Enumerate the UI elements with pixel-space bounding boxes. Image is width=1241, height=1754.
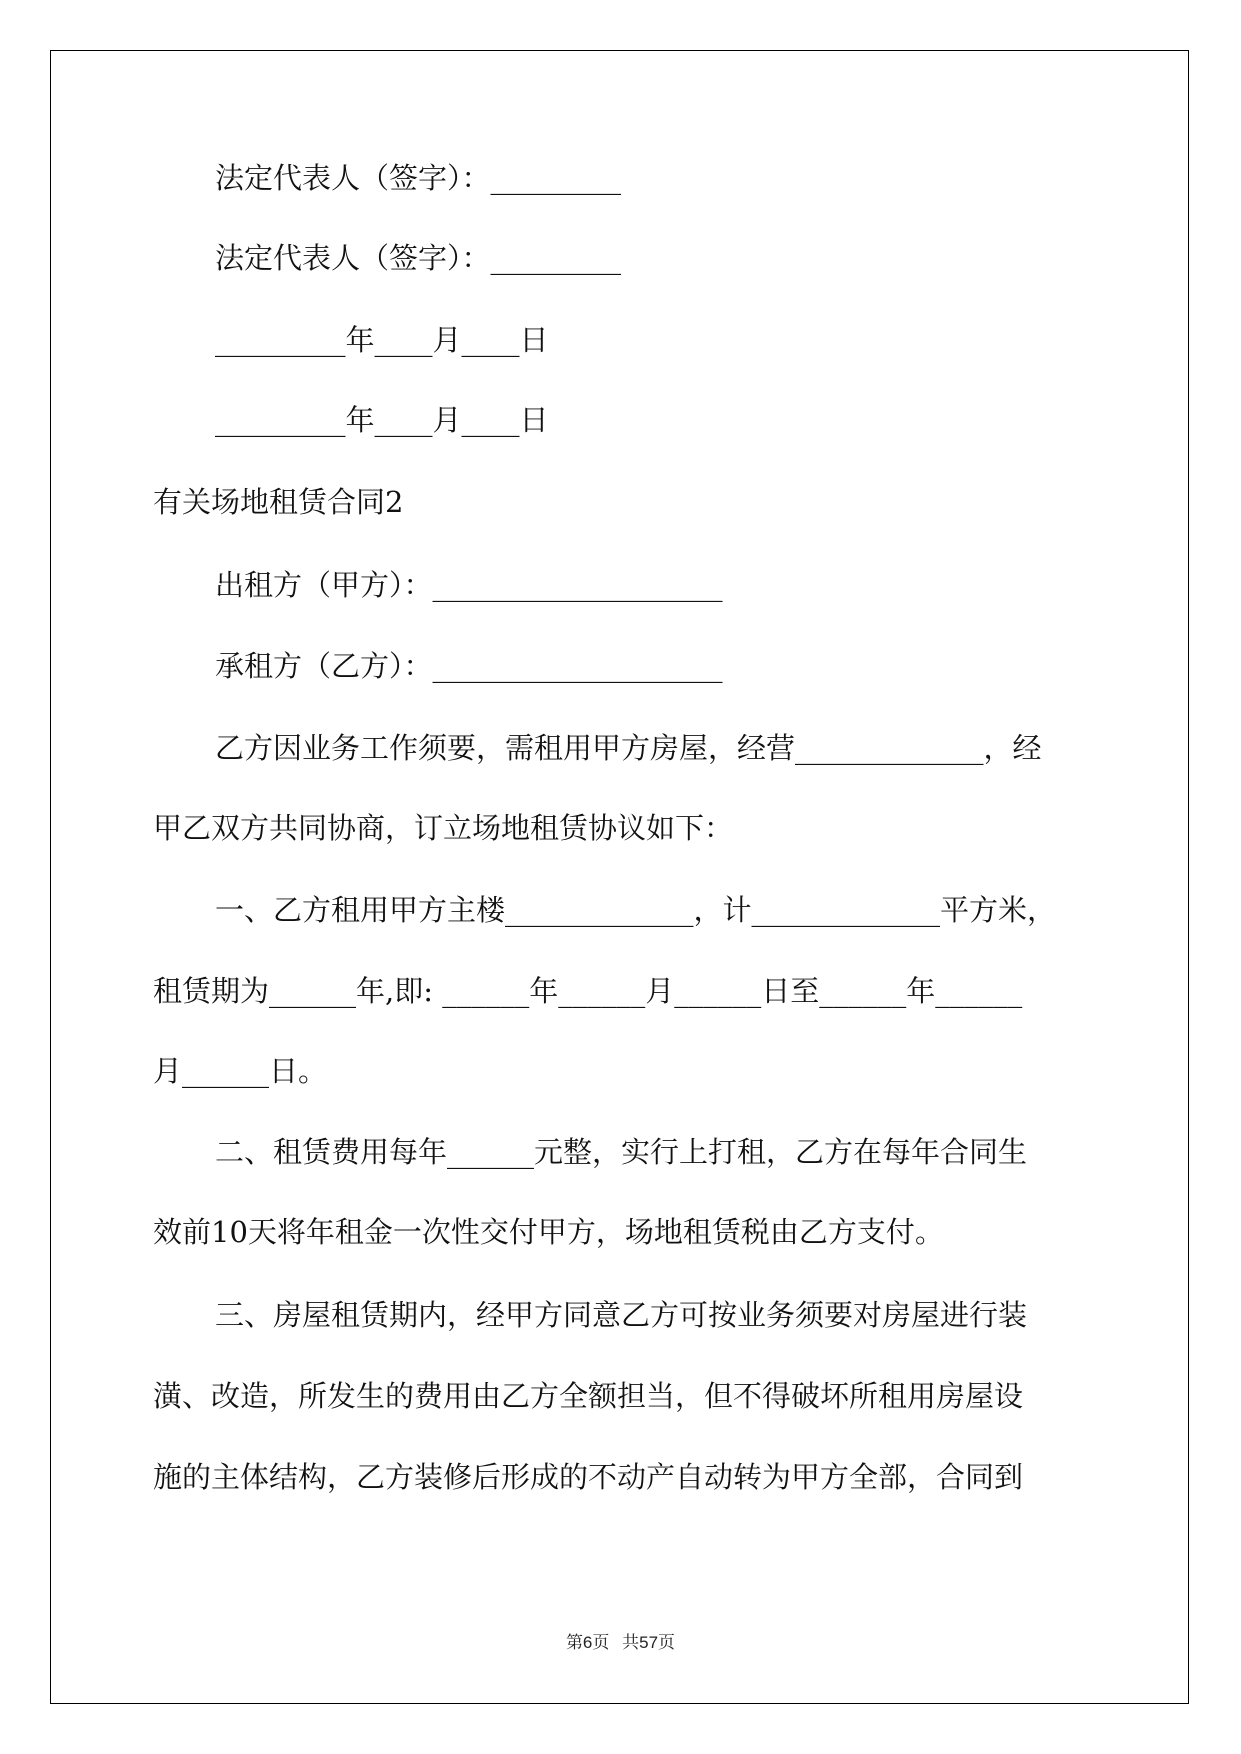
clause-3-line: 三、房屋租赁期内，经甲方同意乙方可按业务须要对房屋进行装 [215, 1298, 1028, 1332]
page-total: 共57页 [622, 1633, 676, 1652]
clause-1-line: 一、乙方租用甲方主楼_____________，计_____________平方米， [215, 893, 1057, 927]
date-line-1: _________年____月____日 [215, 323, 549, 357]
page-number: 第6页 [565, 1633, 610, 1652]
page-border [50, 50, 1189, 1704]
clause-2-line: 效前10天将年租金一次性交付甲方，场地租赁税由乙方支付。 [153, 1215, 944, 1249]
lessee-line: 承租方（乙方）：____________________ [215, 649, 723, 683]
section-title: 有关场地租赁合同2 [153, 485, 404, 519]
paragraph-line: 乙方因业务工作须要，需租用甲方房屋，经营_____________，经 [215, 731, 1042, 765]
paragraph-line: 甲乙双方共同协商，订立场地租赁协议如下： [153, 811, 734, 845]
signature-line-1: 法定代表人（签字）：_________ [215, 161, 622, 195]
clause-3-line: 潢、改造，所发生的费用由乙方全额担当，但不得破坏所租用房屋设 [153, 1379, 1024, 1413]
lessor-line: 出租方（甲方）：____________________ [215, 568, 723, 602]
date-line-2: _________年____月____日 [215, 403, 549, 437]
signature-line-2: 法定代表人（签字）：_________ [215, 241, 622, 275]
clause-2-line: 二、租赁费用每年______元整，实行上打租，乙方在每年合同生 [215, 1135, 1028, 1169]
clause-1-line: 租赁期为______年,即: ______年______月______日至______年______ [153, 974, 1023, 1008]
page-footer [0, 1628, 1241, 1653]
clause-1-line: 月______日。 [153, 1054, 328, 1088]
clause-3-line: 施的主体结构，乙方装修后形成的不动产自动转为甲方全部，合同到 [153, 1460, 1024, 1494]
